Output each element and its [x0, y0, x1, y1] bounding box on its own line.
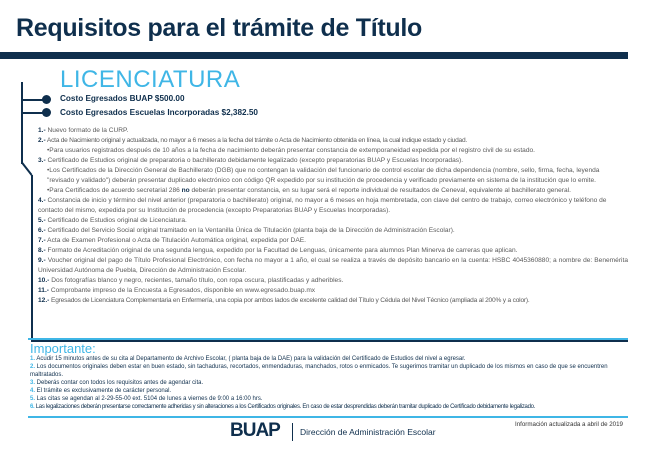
- buap-logo: BUAP: [230, 420, 280, 441]
- important-item: 4. El trámite es exclusivamente de carácter personal.: [30, 388, 172, 394]
- bullet-dot: [42, 108, 51, 117]
- cost-buap: Costo Egresados BUAP $500.00: [60, 94, 185, 103]
- requirement-item: 7.- Acta de Examen Profesional o Acta de Titulación Automática original, expedida por DAE.: [38, 237, 306, 244]
- bullet-dot: [42, 95, 51, 104]
- egresado-link[interactable]: www.egresado.buap.mx: [244, 287, 316, 294]
- requirement-item: 8.- Formato de Acreditación original de una segunda lengua, expedido por la Facultad de Lenguas, únicamente para alumnos Plan Minerva de carreras que aplican.: [38, 247, 518, 254]
- requirement-item: 1.- Nuevo formato de la CURP.: [38, 127, 129, 134]
- requirement-item: 12.- Egresados de Licenciatura Complementaria en Enfermería, una copia por ambos lados de excelente calidad del Título y Cédula del Nivel Técnico (ampliada al 200% y a color).: [38, 297, 530, 304]
- requirement-item: 10.- Dos fotografías blanco y negro, recientes, tamaño título, con ropa oscura, plastificadas y adheribles.: [38, 277, 344, 284]
- requirement-item: 4.- Constancia de inicio y término del nivel anterior (preparatoria o bachillerato) original, no mayor a 6 meses en hoja membretada, con clave del centro de trabajo, correo electrónico y teléfono de contacto del mismo, expedida por su Institución de procedencia (excepto Preparatorias BUAP y Escuelas Incorporadas).: [38, 197, 607, 214]
- section-title: LICENCIATURA: [60, 66, 241, 93]
- requirement-note: •Para usuarios registrados después de 10 años a la fecha de nacimiento deberán presentar constancia de extemporaneidad expedida por el registro civil de su estado.: [47, 147, 535, 154]
- important-title: Importante:: [30, 341, 96, 356]
- important-item: 6. Las legalizaciones deberán presentarse correctamente adheridas y sin alteraciones a los Certificados originales. En caso de estar desprendidas deberán tramitar duplicado de Certificado debidamente legalizado.: [30, 404, 536, 410]
- requirement-item: 11.- Comprobante impreso de la Encuesta a Egresados, disponible en www.egresado.buap.mx: [38, 287, 316, 294]
- cost-incorporadas: Costo Egresados Escuelas Incorporadas $2,382.50: [60, 108, 258, 117]
- important-item: 3. Deberás contar con todos los requisitos antes de agendar cita.: [30, 380, 204, 386]
- important-item: 5. Las citas se agendan al 2-29-55-00 ext. 5104 de lunes a viernes de 9:00 a 16:00 hrs.: [30, 396, 263, 402]
- requirement-note: •Los Certificados de la Dirección General de Bachillerato (DGB) que no contengan la validación del funcionario de control escolar de dicha dependencia (nombre, sello, firma, fecha, leyenda "revisado y validado") deberán presentar duplicado electrónico con código QR expedido por su institución de procedencia y verificado previamente en sistema de la institución que lo emite.: [47, 167, 600, 184]
- requirement-item: 5.- Certificado de Estudios original de Licenciatura.: [38, 217, 187, 224]
- department-name: Dirección de Administración Escolar: [300, 427, 436, 437]
- important-bottom-divider: [28, 416, 628, 418]
- bracket-line: [31, 340, 628, 342]
- requirement-item: 3.- Certificado de Estudios original de preparatoria o bachillerato debidamente legalizado (excepto preparatorias BUAP y Escuelas Incorporadas).: [38, 157, 464, 164]
- requirement-item: 9.- Voucher original del pago de Título Profesional Electrónico, con fecha no mayor a 1 año, el cual se realiza a través de depósito bancario en la cuenta: HSBC 4045360880; a nombre de: Benemérita Universidad Autónoma de Puebla, Dirección de Administración Escolar.: [38, 257, 628, 274]
- connector-line: [22, 99, 44, 101]
- important-item: 2. Los documentos originales deben estar en buen estado, sin tachaduras, recortados, enmendaduras, manchados, rotos o enmicados. Te sugerimos tramitar un duplicado de los mismos en caso de que se encuentren maltratados.: [30, 364, 608, 378]
- important-list: [30, 355, 620, 411]
- requirement-item: 6.- Certificado del Servicio Social original tramitado en la Ventanilla Única de Titulación (planta baja de la Dirección de Administración Escolar).: [38, 227, 455, 234]
- bracket-line: [21, 82, 23, 164]
- title-divider: [0, 52, 628, 59]
- requirement-note: •Para Certificados de acuerdo secretarial 286 no deberán presentar constancia, en su lugar será el reporte individual de resultados de Ceneval, equivalente al bachillerato general.: [47, 187, 571, 194]
- update-note: Información actualizada a abril de 2019: [514, 421, 623, 428]
- important-top-divider: [28, 338, 628, 340]
- requirements-list: [38, 126, 628, 306]
- requirement-item: 2.- Acta de Nacimiento original y actualizada, no mayor a 6 meses a la fecha del trámite o Acta de Nacimiento obtenida en línea, la cual indique estado y ciudad.: [38, 137, 467, 144]
- important-item: 1. Acudir 15 minutos antes de su cita al Departamento de Archivo Escolar, ( planta baja de la DAE) para la validación del Certificado de Estudios del nivel a egresar.: [30, 356, 466, 362]
- page-title: Requisitos para el trámite de Título: [16, 14, 422, 42]
- connector-line: [22, 112, 44, 114]
- bracket-line: [31, 175, 33, 342]
- footer-separator: [292, 423, 293, 441]
- bracket-line: [21, 162, 32, 176]
